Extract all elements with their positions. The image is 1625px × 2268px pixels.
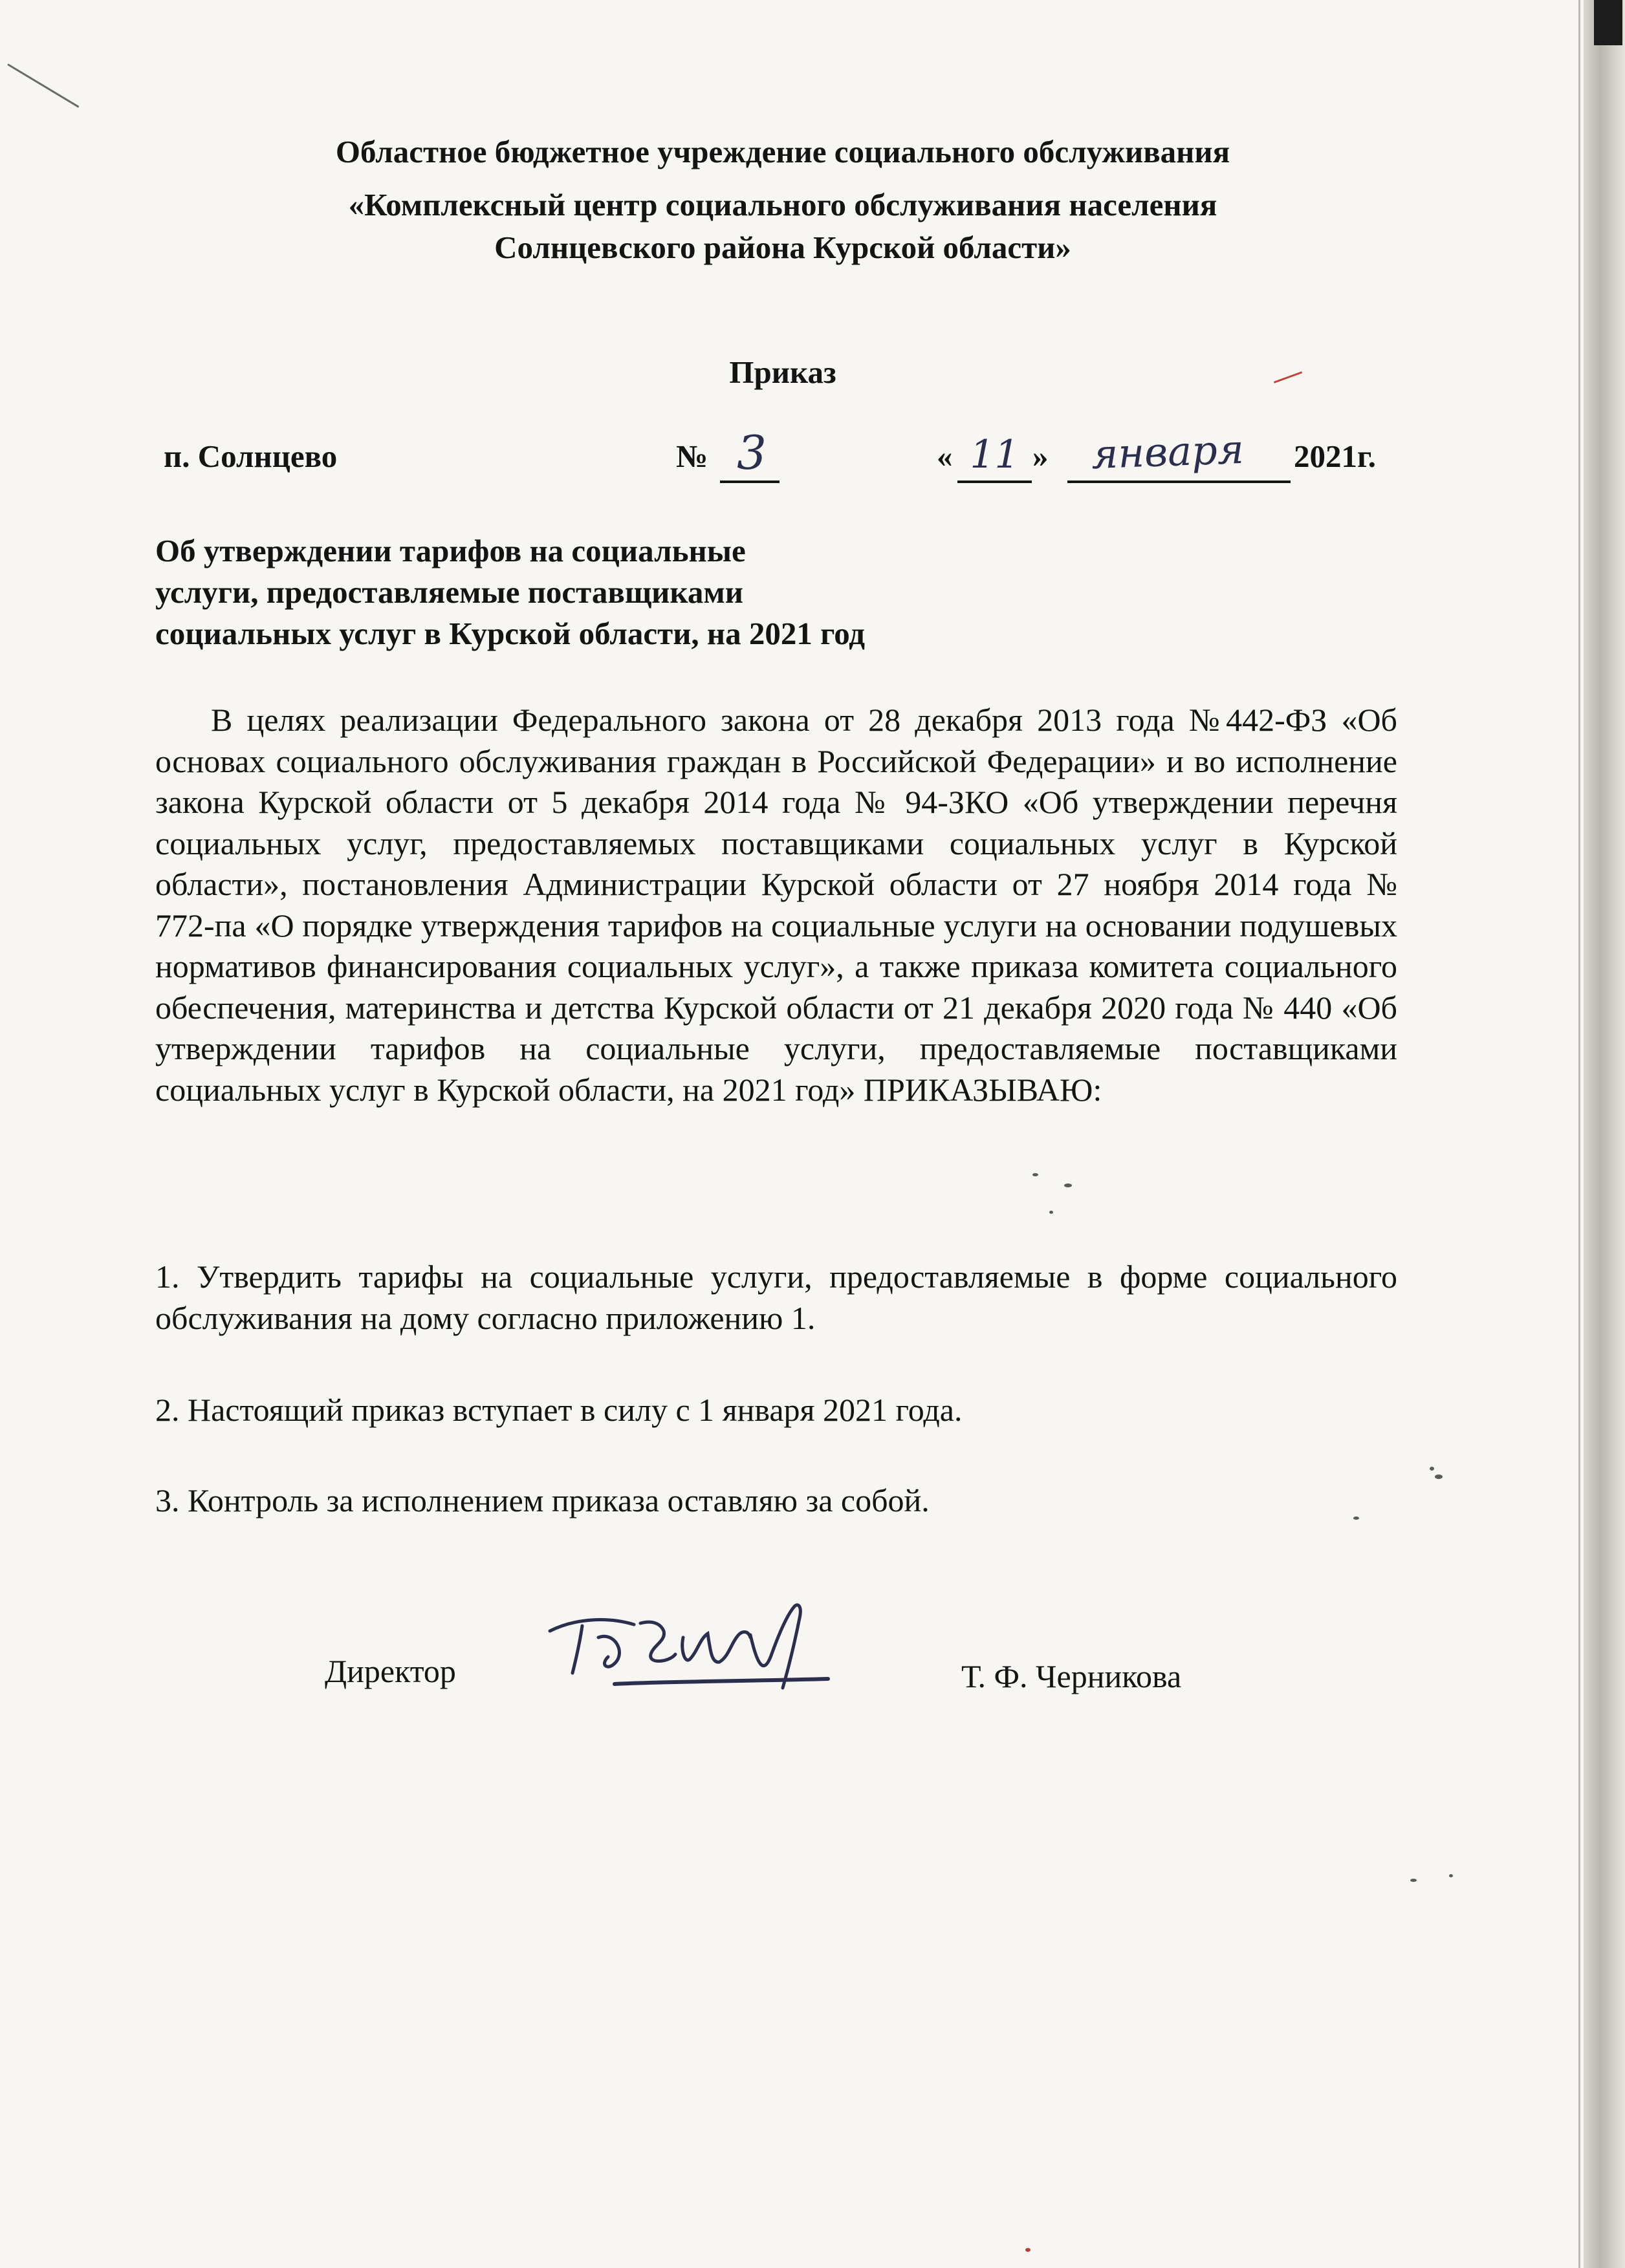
order-number-underline <box>720 481 780 483</box>
date-close-quote: » <box>1032 438 1049 474</box>
signatory-position: Директор <box>325 1653 456 1689</box>
date-year: 2021г. <box>1294 438 1376 474</box>
order-number-label: № <box>676 438 708 474</box>
scan-speck <box>1049 1211 1053 1214</box>
scan-speck <box>1025 2248 1031 2252</box>
date-month-handwritten: января <box>1090 425 1245 479</box>
order-place: п. Солнцево <box>164 438 338 474</box>
scan-speck <box>1353 1517 1359 1520</box>
order-item-3: 3. Контроль за исполнением приказа оставляю за собой. <box>155 1482 930 1518</box>
date-day-handwritten: 11 <box>970 432 1020 477</box>
scan-speck <box>1449 1874 1453 1877</box>
scan-edge <box>1584 0 1625 2268</box>
order-item-2: 2. Настоящий приказ вступает в силу с 1 января 2021 года. <box>155 1392 963 1428</box>
subject-line-1: Об утверждении тарифов на социальные <box>155 533 746 568</box>
subject-line-3: социальных услуг в Курской области, на 2021 год <box>155 616 866 651</box>
scan-speck <box>1032 1173 1038 1176</box>
signatory-name: Т. Ф. Черникова <box>961 1658 1182 1694</box>
scan-corner-mark <box>1594 0 1622 45</box>
date-day-underline <box>957 481 1032 483</box>
page-edge-shadow <box>1578 0 1580 2268</box>
preamble-paragraph: В целях реализации Федерального закона от 28 декабря 2013 года №442-ФЗ «Об основах социального обслуживания граждан в Российской Федерации» и во исполнение закона Курской области от 5 декабря 2014 года № 94-ЗКО «Об утверждении перечня социальных услуг, предоставляемых поставщиками социальных услуг в Курской области», постановления Администрации Курской области от 27 ноября 2014 года № 772-па «О порядке утверждения тарифов на социальные услуги на основании подушевых нормативов финансирования социальных услуг», а также приказа комитета социального обеспечения, материнства и детства Курской области от 21 декабря 2020 года № 440 «Об утверждении тарифов на социальные услуги, предоставляемые поставщиками социальных услуг в Курской области, на 2021 год» ПРИКАЗЫВАЮ: <box>155 702 1397 1108</box>
org-name-line-1: Областное бюджетное учреждение социального обслуживания <box>335 134 1230 169</box>
date-month-underline <box>1067 481 1291 483</box>
scan-speck <box>1435 1474 1443 1479</box>
document-title: Приказ <box>729 354 836 390</box>
order-subject <box>155 530 1074 654</box>
order-number-handwritten: 3 <box>737 426 767 480</box>
date-open-quote: « <box>937 438 953 474</box>
handwritten-signature <box>537 1592 834 1702</box>
scan-speck <box>1064 1183 1072 1187</box>
scan-speck <box>1410 1879 1417 1882</box>
org-name-line-2: «Комплексный центр социального обслуживания населения <box>348 187 1217 222</box>
subject-line-2: услуги, предоставляемые поставщиками <box>155 574 744 610</box>
scan-speck <box>1430 1467 1434 1471</box>
scan-artifact-line <box>7 63 79 107</box>
order-item-1: 1. Утвердить тарифы на социальные услуги, предоставляемые в форме социального обслуживания на дому согласно приложению 1. <box>155 1258 1397 1336</box>
org-name-line-3: Солнцевского района Курской области» <box>494 230 1071 265</box>
